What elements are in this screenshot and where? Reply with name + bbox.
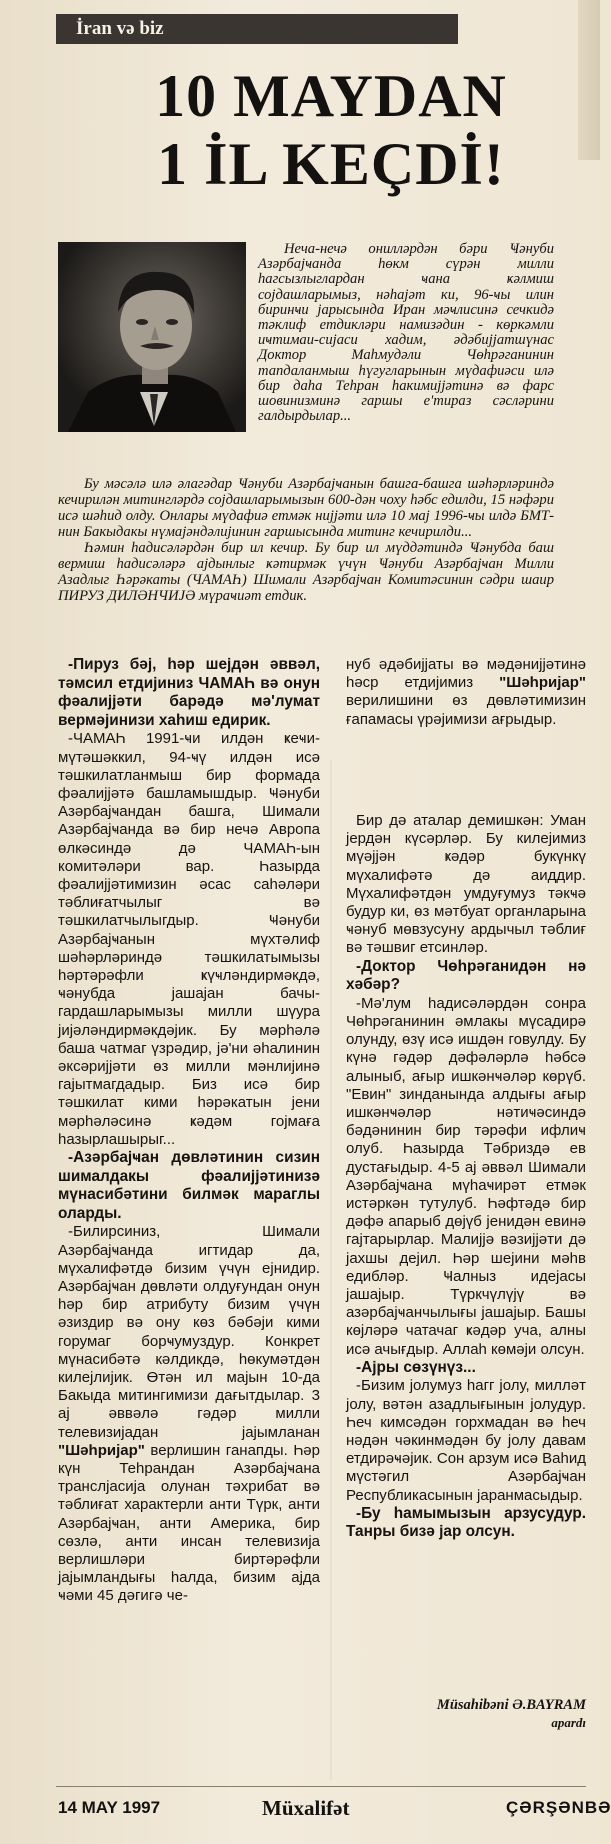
question-3: -Доктор Чөһрәганидән нә хәбәр? bbox=[346, 957, 586, 994]
byline-suffix: apardı bbox=[551, 1715, 586, 1730]
column-right-top bbox=[346, 656, 586, 776]
closing-remark: -Бу һамымызын арзусудур. Танры бизә јар олсун. bbox=[346, 1504, 586, 1541]
answer-2-cont-title: "Шәһријар" bbox=[499, 674, 586, 692]
question-4: -Ајры сөзүнүз... bbox=[356, 1358, 476, 1376]
headline bbox=[96, 62, 566, 198]
headline-line-1: 10 MAYDAN bbox=[155, 63, 507, 129]
answer-2-continued bbox=[346, 656, 586, 729]
column-left bbox=[58, 656, 320, 1766]
answer-5: -Бизим јолумуз һагг јолу, милләт јолу, вәтән азадлығынын јолудур. Һеч кимсәдән горхмадан вә һеч нәдән чәкинмәдән бу јолу давам етдирәҹәјик. Сон арзум исә Ваһид мүстәгил Азәрбајҹан Республикасынын јаранмасыдыр. bbox=[346, 1377, 586, 1504]
footer-weekday: ÇƏRŞƏNBƏ bbox=[506, 1798, 611, 1817]
lead-continued bbox=[58, 476, 554, 604]
answer-2 bbox=[58, 1223, 320, 1605]
page-footer bbox=[58, 1788, 611, 1828]
section-rubric: İran və biz bbox=[56, 14, 458, 44]
lead-paragraph-3: Һәмин һадисәләрдән бир ил кечир. Бу бир ил мүддәтиндә Ҹәнубда баш вермиш һадисәләрә ајдынлыг ҝәтирмәк үчүн Ҹәнуби Азәрбајҹан Милли Азадлыг Һәрәкаты (ЧАМАҺ) Шимали Азәрбајҹан Комитәсинин сәдри шаир ПИРУЗ ДИЛӘНЧИЈӘ мүраҹиәт етдик. bbox=[58, 540, 554, 604]
answer-2-show-title: "Шәһријар" bbox=[58, 1441, 145, 1459]
portrait-photo-icon bbox=[58, 242, 246, 432]
lead-intro bbox=[258, 242, 554, 424]
byline bbox=[346, 1697, 586, 1731]
answer-2-text: -Билирсиниз, Шимали Азәрбајҹанда игтидар да, мүхалифәтдә бизим үчүн ејнидир. Азәрбајҹан дөвләти олдуғундан онун һәр бир атрибуту бизим үчүн әзиздир вә ону көз бәбәји кими горумаг борҹумуздур. Конкрет мүнасибәтә кәлдикдә, һөкумәтдән килејлијик. Өтән ил мајын 10-да Бакыда митингимизи дағытдылар. 3 ај әввәлә гәдәр милли телевизијадан јајымланан bbox=[58, 1223, 320, 1441]
question-2: -Азәрбајҹан дөвләтинин сизин шималдакы фәалијјәтинизә мүнасибәтини билмәк мараглы оларды. bbox=[58, 1149, 320, 1222]
footer-date: 14 MAY 1997 bbox=[58, 1798, 161, 1817]
byline-author: Müsahibəni Ə.BAYRAM bbox=[436, 1697, 586, 1713]
answer-2-tail: верлишин ганапды. Һәр күн Теһрандан Азәрбајҹана транслјасија олунан тәхрибат вә тәблиғат характерли анти Түрк, анти Азәрбајҹан, анти Америка, бир сөзлә, анти инсан телевизија верлишләри биртәрәфли јајымландығы һалда, бизим ајда ҹәми 45 дәгигә че- bbox=[58, 1441, 320, 1605]
paper-fold bbox=[330, 760, 334, 1780]
page-edge-shadow bbox=[578, 0, 600, 160]
lead-paragraph-2: Бу мәсәлә илә әлагәдар Ҹәнуби Азәрбајҹанын башга-башга шәһәрләриндә кечирилән митингләрдә соjдашларымызын 600-дән чоху һәбс едилди, 15 нәфәри исә шәһид олду. Онлары мүдафиә етмәк нијјәти илә 10 мај 1996-ҹы илдә БМТ-нин Бакыдакы нүмајәндәлијинин гаршысында митинг кечирилди... bbox=[58, 476, 554, 540]
footer-rule bbox=[56, 1786, 586, 1787]
headline-line-2: 1 İL KEÇDİ! bbox=[157, 131, 505, 197]
column-right bbox=[346, 812, 586, 1692]
lead-paragraph-1: Неча-нечә онилләрдән бәри Ҹәнуби Азәрбајҹанда һөкм сүрән милли һагсызлыглардан ҹана ҝәлмиш соjдашларымыз, нәһајәт ки, 96-ҹы илин биринҹи јарысында Иран мәҹлисинә сечкидә тәклиф етдикләри намизәдин - көркәмли иҹтимаи-сијаси хадим, әдәбијјатшүнас Доктор Маһмудәли Чөһрәганинин тапдаланмыш һүгугларынын мүдафиәси илә бир даһа Теһран һакимијјәтинә вә фарс шовинизминә гаршы е'тираз сәсләрини галдырдылар... bbox=[258, 241, 554, 425]
answer-2-cont-text: нуб әдәбијјаты вә мәдәнијјәтинә һәср етдијимиз bbox=[346, 656, 586, 692]
answer-1: -ЧАМАҺ 1991-ҹи илдән ҝеҹи-мүтәшәккил, 94-ҹү илдән исә тәшкилатланмыш бир формада фәалијјәтә башламышдыр. Ҹәнуби Азәрбајҹандан башга, Шимали Азәрбајҹанда вә бир нечә Авропа өлкәсиндә дә ЧАМАҺ-ын комитәләри вар. Һазырда фәалијјәтимизин әсас саһәләри тәблиғатчылыг вә тәшкилатчылыгдыр. Ҹәнуби Азәрбајҹанын мүхтәлиф шәһәрләриндә тәшкилатымызы һәртәрәфли ҝүҹләндирмәкдә, ҹәнубда јашајан бачы-гардашларымызы милли шүура јијәләндирмәкдәјик. Бу мәрһәлә баша чатмаг үзрәдир, јә'ни әһалинин әксәријјәти өз милли мәнлијинә гајытмагдадыр. Биз исә бир тәшкилат кими һәрәкатын јени мәрһәләсинә ҝәдәм гојмаға һазырлашырыг... bbox=[58, 730, 320, 1148]
answer-4: -Мә'лум һадисәләрдән сонра Чөһрәганинин әмлакы мүсадирә олунду, өзү исә ишдән говулду. Бу күнә гәдәр дәфәләрлә һәбсә алыныб, ағыр ишкәнҹәләр көрүб. "Евин" зинданында алдығы ағыр ишкәнҹәләр нәтиҹәсиндә бәдәнинин бир тәрәфи ифлиҹ олуб. Һазырда Тәбриздә ев дустағыдыр. 4-5 ај әввәл Шимали Азәрбајҹана мүһаҹирәт етмәк истәркән тутулуб. Һәфтәдә бир дәфә апарыб дөјүб јенидән евинә гајтарырлар. Малијјә вәзијјәти дә јахшы дејил. Һәр шејини мәһв едибләр. Ҹалныз идејасы јашајыр. Түркчүлүјү вә азәрбајҹанчылығы јашајыр. Башы көјләрә чатачаг ҝәдәр уча, алны исә ачығдыр. Аллаһ көмәји олсун. bbox=[346, 994, 586, 1358]
question-1: -Пируз бәј, һәр шејдән әввәл, тәмсил етдијиниз ЧАМАҺ вә онун фәалијјәти барәдә мә'лумат вермәјинизи хаһиш едирик. bbox=[58, 656, 320, 729]
answer-3: Бир дә аталар демишкән: Уман јердән күсәрләр. Бу килејимиз мүәјјән ҝәдәр букүнкү мүхалифәтә дә аиддир. Мүхалифәтдән умдуғумуз тәкҹә будур ки, өз мәтбуат органларына ҹәнуб мөвзусуну ардычыл тәблиғ вә тәшвиг етсинләр. bbox=[346, 812, 586, 957]
footer-paper-name: Müxalifət bbox=[262, 1796, 350, 1820]
answer-2-cont-tail: верилишини өз дөвләтимизин ғапамасы үрәјимизи ағрыдыр. bbox=[346, 692, 586, 728]
